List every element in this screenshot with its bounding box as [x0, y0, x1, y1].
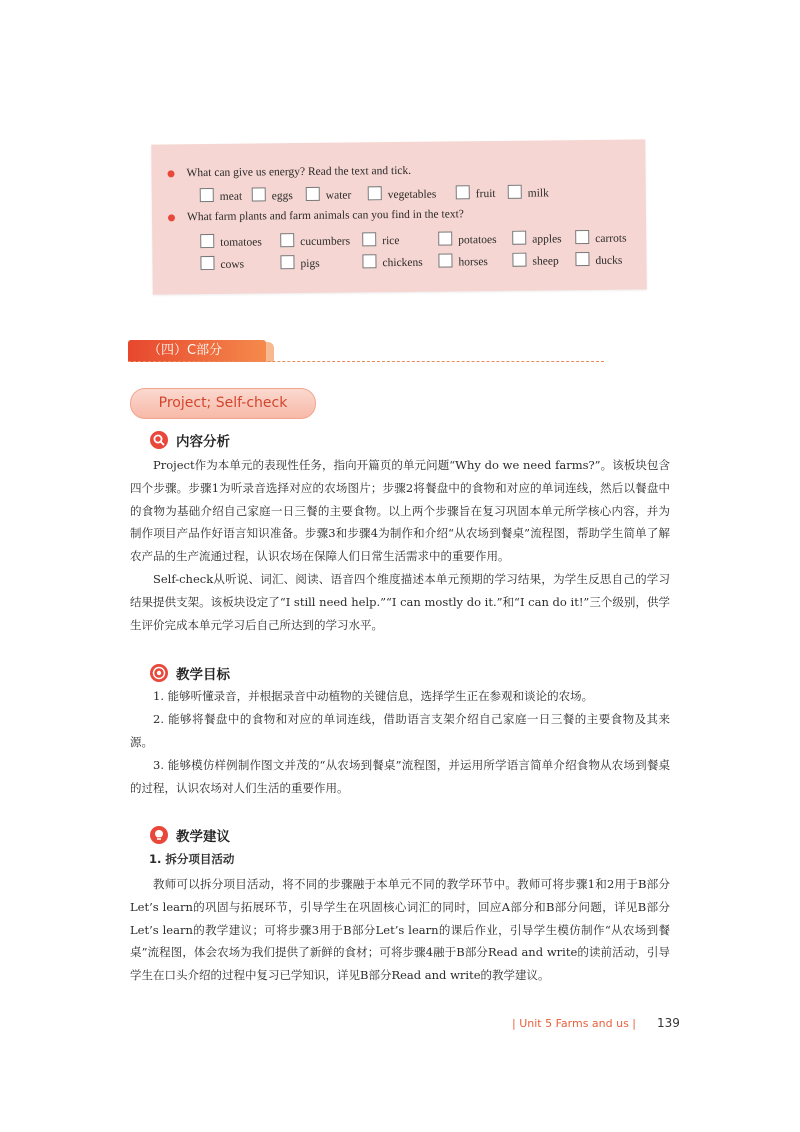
analysis-heading — [150, 430, 230, 450]
option-cucumbers[interactable]: cucumbers — [280, 233, 350, 250]
checkbox[interactable] — [306, 187, 320, 201]
checkbox[interactable] — [575, 252, 589, 266]
goal-item-2: 2. 能够将餐盘中的食物和对应的单词连线，借助语言支架介绍自己家庭一日三餐的主要食物及其来源。 — [130, 712, 670, 749]
checkbox[interactable] — [456, 185, 470, 199]
option-fruit[interactable]: fruit — [456, 185, 496, 201]
target-icon — [150, 664, 168, 682]
checkbox[interactable] — [362, 232, 376, 246]
option-meat[interactable]: meat — [200, 188, 243, 204]
checkbox[interactable] — [512, 231, 526, 245]
option-pigs[interactable]: pigs — [280, 255, 319, 271]
option-apples[interactable]: apples — [512, 230, 562, 247]
project-selfcheck-pill: Project; Self-check — [130, 388, 316, 419]
advice-paragraph: 教师可以拆分项目活动，将不同的步骤融于本单元不同的教学环节中。教师可将步骤1和2用于B部分Let’s learn的巩固与拓展环节，引导学生在巩固核心词汇的同时，回应A部分和B部分问题，详见B部分Let’s learn的教学建议；可将步骤3用于B部分Let’s learn的课后作业，引导学生模仿制作“从农场到餐桌”流程图，体会农场为我们提供了新鲜的食材；可将步骤4融于B部分Read and write的读前活动，引导学生在口头介绍的过程中复习已学知识，详见B部分Read and write的教学建议。 — [130, 877, 670, 983]
analysis-paragraph-1: Project作为本单元的表现性任务，指向开篇页的单元问题“Why do we need farms?”。该板块包含四个步骤。步骤1为听录音选择对应的农场图片；步骤2将餐盘中的食物和对应的单词连线，然后以餐盘中的食物为基础介绍自己家庭一日三餐的主要食物。以上两个步骤旨在复习巩固本单元所学核心内容，并为制作项目产品作好语言知识准备。步骤3和步骤4为制作和介绍“从农场到餐桌”流程图，帮助学生简单了解农产品的生产流通过程，认识农场在保障人们日常生活需求中的重要作用。 — [130, 458, 670, 564]
advice-title: 教学建议 — [176, 829, 230, 845]
question-energy: What can give us energy? Read the text and tick. — [186, 165, 411, 179]
option-vegetables[interactable]: vegetables — [368, 186, 437, 203]
bullet-dot-icon — [168, 214, 175, 221]
checkbox[interactable] — [252, 187, 266, 201]
analysis-title: 内容分析 — [176, 434, 230, 450]
checkbox[interactable] — [438, 253, 452, 267]
checkbox[interactable] — [508, 185, 522, 199]
goal-item-1: 1. 能够听懂录音，并根据录音中动植物的关键信息，选择学生正在参观和谈论的农场。 — [153, 689, 594, 703]
checkbox[interactable] — [368, 186, 382, 200]
option-carrots[interactable]: carrots — [575, 230, 626, 247]
checkbox[interactable] — [200, 256, 214, 270]
section-divider — [128, 361, 604, 362]
option-eggs[interactable]: eggs — [252, 187, 293, 203]
checkbox[interactable] — [575, 230, 589, 244]
worksheet-card — [151, 139, 647, 294]
magnifier-icon — [150, 431, 168, 449]
checkbox[interactable] — [200, 188, 214, 202]
option-milk[interactable]: milk — [508, 184, 549, 200]
option-chickens[interactable]: chickens — [362, 254, 422, 271]
option-cows[interactable]: cows — [200, 256, 244, 272]
checkbox[interactable] — [512, 253, 526, 267]
checkbox[interactable] — [200, 234, 214, 248]
checkbox[interactable] — [280, 233, 294, 247]
page-number: 139 — [657, 1016, 680, 1030]
option-tomatoes[interactable]: tomatoes — [200, 233, 262, 250]
checkbox[interactable] — [280, 255, 294, 269]
unit-footer: | Unit 5 Farms and us | — [512, 1017, 637, 1030]
section-label: （四）C部分 — [148, 343, 223, 358]
option-water[interactable]: water — [306, 186, 352, 202]
option-potatoes[interactable]: potatoes — [438, 231, 496, 248]
analysis-paragraph-2: Self-check从听说、词汇、阅读、语音四个维度描述本单元预期的学习结果，为学生反思自己的学习结果提供支架。该板块设定了“I still need help.”“I can mostly do it.”和“I can do it!”三个级别，供学生评价完成本单元学习后自己所达到的学习水平。 — [130, 572, 670, 632]
goal-item-3: 3. 能够模仿样例制作图文并茂的“从农场到餐桌”流程图，并运用所学语言简单介绍食物从农场到餐桌的过程，认识农场对人们生活的重要作用。 — [130, 758, 670, 795]
goals-title: 教学目标 — [176, 667, 230, 683]
lightbulb-icon — [150, 826, 168, 844]
question-farm: What farm plants and farm animals can you find in the text? — [187, 208, 464, 223]
goals-heading — [150, 663, 230, 683]
advice-subheading: 1. 拆分项目活动 — [149, 852, 235, 866]
checkbox[interactable] — [438, 231, 452, 245]
option-rice[interactable]: rice — [362, 232, 399, 248]
option-sheep[interactable]: sheep — [512, 252, 558, 268]
bullet-dot-icon — [167, 170, 174, 177]
option-ducks[interactable]: ducks — [575, 252, 622, 268]
advice-heading — [150, 825, 230, 845]
option-horses[interactable]: horses — [438, 253, 488, 270]
checkbox[interactable] — [362, 254, 376, 268]
